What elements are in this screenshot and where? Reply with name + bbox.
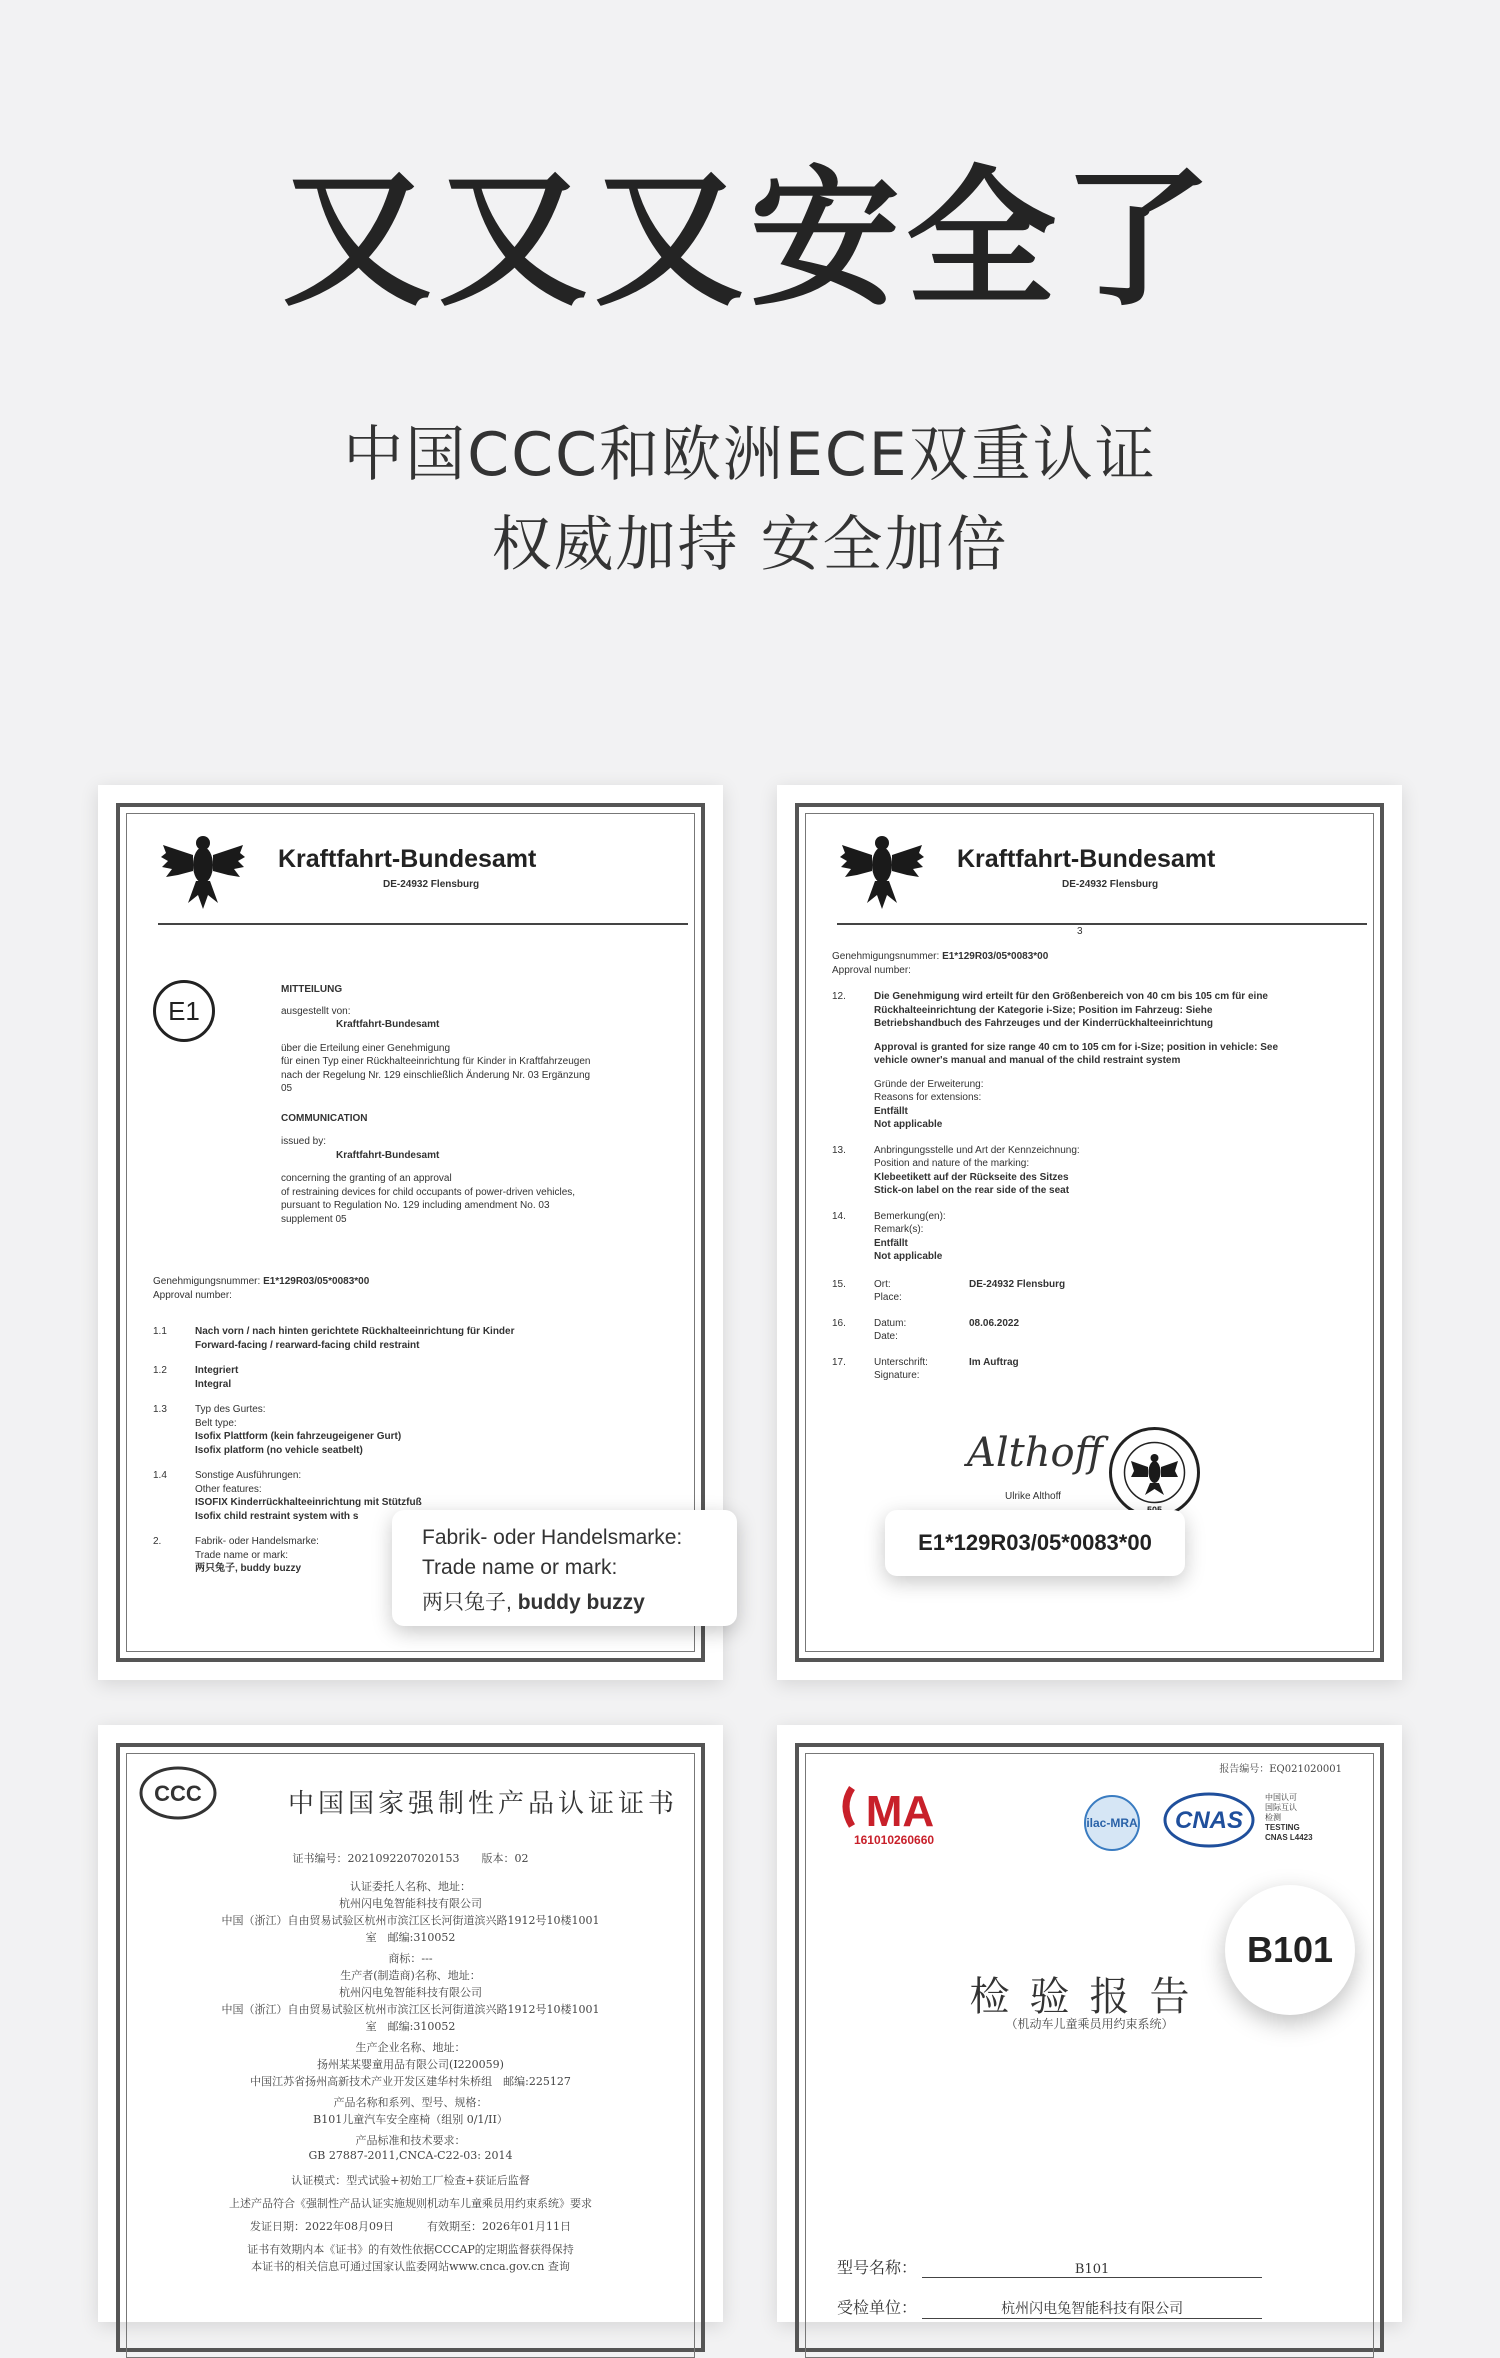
e1-approval-mark: E1 [153, 980, 215, 1042]
text-line: Belt type: [195, 1417, 237, 1429]
text-line: Not applicable [874, 1251, 943, 1262]
kba-header [158, 825, 718, 935]
date-row: 16. Datum: Date: 08.06.2022 [832, 1317, 1020, 1342]
cnas-accreditation-text [1265, 1793, 1313, 1843]
list-item [153, 1364, 673, 1391]
text-line: Approval is granted for size range 40 cm to 105 cm for i-Size; position in vehicle: See [874, 1041, 1278, 1053]
callout-brand-en: buddy buzzy [517, 1591, 645, 1614]
text-line: 杭州闪电兔智能科技有限公司 [339, 1897, 482, 1910]
trade-name-callout [392, 1510, 737, 1626]
issuer-name-en: Kraftfahrt-Bundesamt [336, 1149, 440, 1161]
text-line: 生产企业名称、地址： [355, 2041, 466, 2054]
ausgestellt-label: ausgestellt von: [281, 1005, 351, 1017]
place-value: DE-24932 Flensburg [969, 1278, 1066, 1290]
text-line: 产品标准和技术要求： [355, 2134, 466, 2147]
text-line: 上述产品符合《强制性产品认证实施规则机动车儿童乘员用约束系统》要求 [229, 2197, 592, 2210]
cma-logo-icon [832, 1780, 962, 1850]
text-line: für einen Typ einer Rückhalteeinrichtung für Kinder in Kraftfahrzeugen [281, 1056, 591, 1067]
cma-logo-text: MA [865, 1787, 935, 1836]
text-line: Ort: [874, 1278, 891, 1290]
ilac-mra-logo-icon [1077, 1793, 1147, 1853]
approval-label-en: Approval number: [153, 1289, 232, 1301]
text-line: 中国（浙江）自由贸易试验区杭州市滨江区长河街道滨兴路1912号10楼1001 [221, 2003, 600, 2016]
item-number: 12. [832, 991, 846, 1002]
text-line: 认证委托人名称、地址： [350, 1880, 471, 1893]
text-line: 认证模式：型式试验+初始工厂检查+获证后监督 [291, 2174, 530, 2187]
text-line: 商标：--- [388, 1952, 433, 1965]
text-line: Sonstige Ausführungen: [195, 1470, 302, 1481]
text-line: Place: [874, 1292, 902, 1303]
callout-approval-number: E1*129R03/05*0083*00 [918, 1530, 1152, 1555]
de-description [281, 1042, 681, 1096]
inspection-report-card [777, 1725, 1402, 2322]
item-number: 2. [153, 1536, 162, 1547]
text-line: Remark(s): [874, 1224, 924, 1235]
cert2-items [832, 990, 1352, 1383]
text-line: ISOFIX Kinderrückhalteeinrichtung mit Stützfuß [195, 1497, 422, 1508]
text-line: 室 邮编:310052 [365, 1931, 456, 1944]
text-line: 扬州某某婴童用品有限公司(I220059) [317, 2058, 504, 2071]
text-line: 中国江苏省扬州高新技术产业开发区建华村朱桥组 邮编:225127 [250, 2075, 571, 2088]
text-line: B101儿童汽车安全座椅（组别 0/1/II） [313, 2113, 508, 2126]
text-line: Position and nature of the marking: [874, 1158, 1030, 1169]
report-number-value: EQ021020001 [1269, 1764, 1342, 1775]
callout-line: Trade name or mark: [422, 1556, 618, 1579]
list-item [153, 1325, 673, 1352]
headline: 又又又安全了 [281, 153, 1218, 327]
approval-label: Genehmigungsnummer: [153, 1276, 261, 1287]
text-line: Not applicable [874, 1119, 943, 1130]
signature-row: 17. Unterschrift: Signature: Im Auftrag [832, 1356, 1019, 1381]
authority-address: DE-24932 Flensburg [383, 879, 480, 890]
authority-name: Kraftfahrt-Bundesamt [957, 845, 1216, 873]
client-row [837, 2295, 1337, 2319]
client-value: 杭州闪电兔智能科技有限公司 [922, 2298, 1262, 2319]
list-item [832, 1210, 1352, 1264]
text-line: 中国认可 [1265, 1793, 1297, 1802]
handwritten-signature: Althoff [967, 1430, 1103, 1476]
signature-value: Im Auftrag [969, 1356, 1019, 1368]
text-line: Entfällt [874, 1105, 908, 1117]
text-line: Signature: [874, 1370, 920, 1381]
item-number: 1.4 [153, 1470, 167, 1481]
text-line: Rückhalteeinrichtung der Kategorie i-Size; Position im Fahrzeug: Siehe [874, 1004, 1213, 1016]
text-line: 证书编号：2021092207020153 版本：02 [292, 1852, 529, 1865]
ccc-title: 中国国家强制性产品认证证书 [288, 1789, 679, 1819]
text-line: Reasons for extensions: [874, 1092, 982, 1103]
text-line: GB 27887-2011,CNCA-C22-03: 2014 [308, 2149, 513, 2162]
place-row: 15. Ort: Place: DE-24932 Flensburg [832, 1278, 1066, 1303]
cnas-logo-icon [1162, 1790, 1257, 1850]
official-seal-icon [1107, 1425, 1202, 1520]
text-line: Trade name or mark: [195, 1549, 288, 1561]
text-line: Typ des Gurtes: [195, 1404, 266, 1415]
text-line: über die Erteilung einer Genehmigung [281, 1042, 450, 1054]
ilac-logo-text: ilac-MRA [1086, 1816, 1138, 1830]
text-line: Isofix Plattform (kein fahrzeugeigener Gurt) [195, 1431, 402, 1442]
item-number: 14. [832, 1210, 846, 1222]
ccc-certificate-card [98, 1725, 723, 2322]
text-line: nach der Regelung Nr. 129 einschließlich Änderung Nr. 03 Ergänzung [281, 1069, 591, 1081]
text-line: Datum: [874, 1317, 907, 1329]
item-number: 1.2 [153, 1365, 167, 1376]
text-line: Isofix platform (no vehicle seatbelt) [195, 1444, 363, 1456]
issuer-name: Kraftfahrt-Bundesamt [336, 1019, 440, 1030]
en-description [281, 1172, 681, 1226]
approval-number-callout [885, 1510, 1185, 1576]
text-line: Integriert [195, 1365, 239, 1376]
text-line: 中国（浙江）自由贸易试验区杭州市滨江区长河街道滨兴路1912号10楼1001 [221, 1914, 600, 1927]
report-number-label: 报告编号： [1219, 1764, 1270, 1775]
text-line: supplement 05 [281, 1213, 347, 1225]
report-subtitle: （机动车儿童乘员用约束系统） [1005, 2017, 1174, 2031]
authority-name: Kraftfahrt-Bundesamt [278, 845, 537, 873]
approval-label: Genehmigungsnummer: [832, 951, 940, 962]
issued-by-label: issued by: [281, 1136, 327, 1147]
date-value: 08.06.2022 [969, 1317, 1020, 1329]
signer-name: Ulrike Althoff [1005, 1491, 1061, 1502]
item-number: 1.3 [153, 1404, 167, 1415]
text-line: Nach vorn / nach hinten gerichtete Rückhalteeinrichtung für Kinder [195, 1326, 515, 1337]
text-line: 杭州闪电兔智能科技有限公司 [339, 1986, 482, 1999]
text-line: concerning the granting of an approval [281, 1173, 452, 1184]
subtitle-line1: 中国CCC和欧洲ECE双重认证 [343, 420, 1157, 490]
text-line: 室 邮编:310052 [365, 2020, 456, 2033]
text-line: Klebeetikett auf der Rückseite des Sitzes [874, 1171, 1069, 1183]
text-line: 两只兔子, buddy buzzy [195, 1563, 302, 1574]
text-line: Gründe der Erweiterung: [874, 1078, 984, 1090]
text-line: Bemerkung(en): [874, 1210, 946, 1222]
header-rule [837, 923, 1367, 925]
text-line: Betriebshandbuch des Fahrzeuges und der Kinderrückhalteeinrichtung [874, 1018, 1213, 1029]
ccc-logo-icon [138, 1765, 218, 1821]
authority-address: DE-24932 Flensburg [1062, 879, 1159, 890]
approval-number-block [832, 950, 1352, 977]
text-line: 05 [281, 1083, 293, 1094]
text-line: Isofix child restraint system with s [195, 1510, 359, 1522]
client-label: 受检单位： [837, 2298, 918, 2317]
mitteilung-block [281, 983, 681, 1226]
model-badge: B101 [1225, 1885, 1355, 2015]
report-number [1219, 1760, 1342, 1775]
text-line: Date: [874, 1331, 898, 1342]
text-line: Stick-on label on the rear side of the seat [874, 1185, 1070, 1196]
cma-number: 161010260660 [853, 1833, 935, 1847]
text-line: Integral [195, 1378, 232, 1390]
text-line: 本证书的相关信息可通过国家认监委网站www.cnca.gov.cn 查询 [251, 2260, 570, 2273]
list-item [832, 1144, 1352, 1198]
text-line: 证书有效期内本《证书》的有效性依据CCCAP的定期监督获得保持 [247, 2243, 574, 2256]
page-number: 3 [1077, 926, 1083, 937]
approval-label-en: Approval number: [832, 964, 911, 976]
text-line: Unterschrift: [874, 1356, 928, 1368]
text-line: Forward-facing / rearward-facing child restraint [195, 1339, 420, 1351]
mitteilung-heading: MITTEILUNG [281, 984, 343, 995]
text-line: 发证日期：2022年08月09日 有效期至：2026年01月11日 [250, 2220, 571, 2233]
text-line: 生产者(制造商)名称、地址： [340, 1969, 481, 1982]
header-rule [158, 923, 688, 925]
callout-brand-cn: 两只兔子, [422, 1591, 512, 1614]
text-line: of restraining devices for child occupants of power-driven vehicles, [281, 1186, 576, 1198]
text-line: pursuant to Regulation No. 129 including amendment No. 03 [281, 1200, 550, 1211]
text-line: Fabrik- oder Handelsmarke: [195, 1536, 319, 1547]
model-label: 型号名称： [837, 2258, 918, 2277]
kba-header [837, 825, 1397, 935]
list-item [153, 1403, 673, 1457]
text-line: CNAS L4423 [1265, 1833, 1313, 1842]
text-line: TESTING [1265, 1823, 1300, 1832]
text-line: Anbringungsstelle und Art der Kennzeichnung: [874, 1144, 1080, 1156]
model-row [837, 2255, 1337, 2278]
item-number: 13. [832, 1144, 846, 1156]
text-line: Die Genehmigung wird erteilt für den Größenbereich von 40 cm bis 105 cm für eine [874, 991, 1268, 1002]
federal-eagle-icon [837, 825, 927, 915]
item-number: 1.1 [153, 1326, 167, 1337]
text-line: 检测 [1265, 1813, 1281, 1822]
text-line: 国际互认 [1265, 1803, 1297, 1812]
communication-heading: COMMUNICATION [281, 1112, 368, 1124]
report-title: 检验报告 [969, 1974, 1210, 2020]
model-value: B101 [922, 2262, 1262, 2278]
text-line: Other features: [195, 1483, 262, 1495]
federal-eagle-icon [158, 825, 248, 915]
text-line: 产品名称和系列、型号、规格： [333, 2096, 488, 2109]
text-line: vehicle owner's manual and manual of the child restraint system [874, 1055, 1181, 1066]
text-line: Entfällt [874, 1237, 908, 1249]
approval-number-block [153, 1275, 673, 1302]
approval-number: E1*129R03/05*0083*00 [263, 1276, 370, 1287]
list-item [832, 990, 1352, 1132]
cnas-logo-text: CNAS [1174, 1807, 1244, 1834]
ccc-logo-text: CCC [154, 1781, 202, 1806]
callout-line: Fabrik- oder Handelsmarke: [422, 1526, 683, 1549]
subtitle-line2: 权威加持 安全加倍 [491, 510, 1009, 580]
approval-number: E1*129R03/05*0083*00 [942, 951, 1049, 962]
